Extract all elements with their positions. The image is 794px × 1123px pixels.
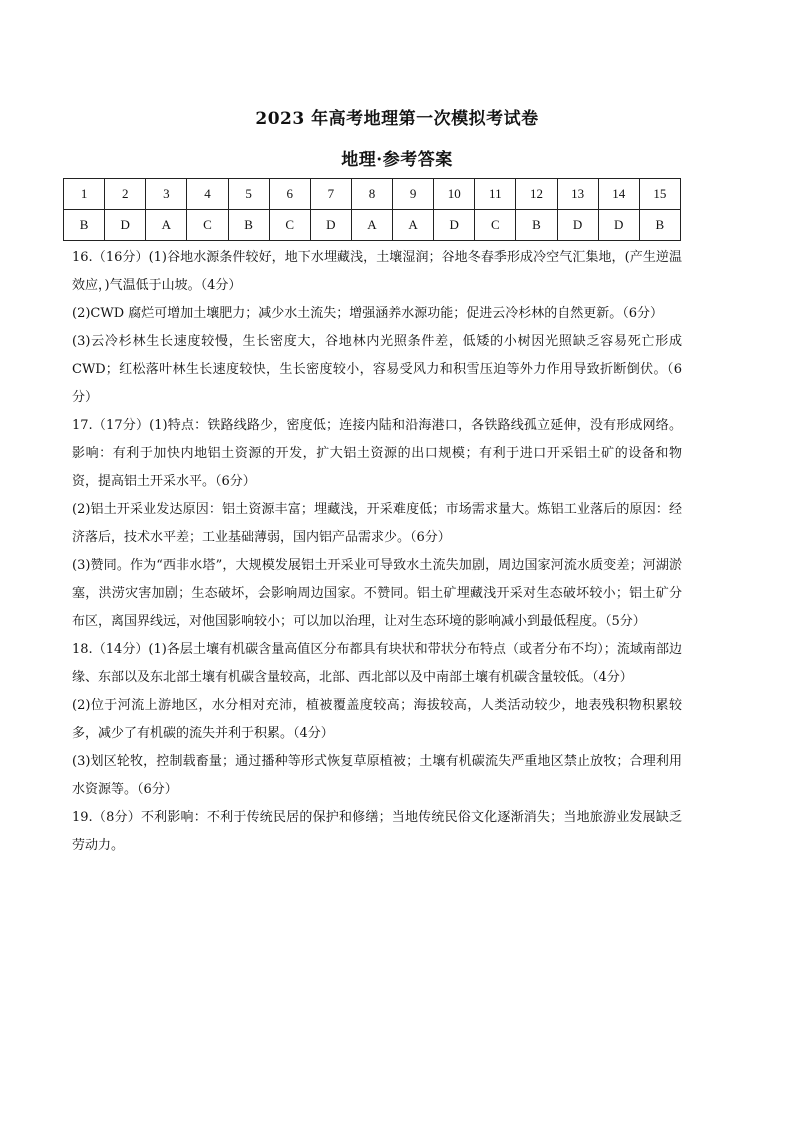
q16-part3-answer: (3)云冷杉林生长速度较慢，生长密度大，谷地林内光照条件差，低矮的小树因光照缺乏容易死亡形成 CWD；红松落叶林生长速度较快，生长密度较小，容易受风力和积雪压迫等外力作用导致折断倒伏。（6分） — [72, 334, 682, 405]
answer-cell: B — [228, 210, 269, 241]
question-number-cell: 3 — [146, 179, 187, 210]
q17-part1-answer: 17.（17分）(1)特点：铁路线路少，密度低；连接内陆和沿海港口，各铁路线孤立延伸，没有形成网络。影响：有利于加快内地铝土资源的开发，扩大铝土资源的出口规模；有利于进口开采铝土矿的设备和物资，提高铝土开采水平。（6分） — [72, 418, 682, 489]
q16-part2-answer: (2)CWD 腐烂可增加土壤肥力；减少水土流失；增强涵养水源功能；促进云冷杉林的自然更新。（6分） — [72, 306, 664, 321]
answer-cell: D — [557, 210, 598, 241]
answer-cell: D — [310, 210, 351, 241]
answer-cell: A — [393, 210, 434, 241]
question-number-cell: 11 — [475, 179, 516, 210]
answer-cell: C — [475, 210, 516, 241]
q18-part1-answer: 18.（14分）(1)各层土壤有机碳含量高值区分布都具有块状和带状分布特点（或者分布不均）；流域南部边缘、东部以及东北部土壤有机碳含量较高，北部、西北部以及中南部土壤有机碳含量较低。（4分） — [72, 642, 682, 685]
answer-cell: B — [64, 210, 105, 241]
answer-cell: D — [598, 210, 639, 241]
q16-part1-answer: 16.（16分）(1)谷地水源条件较好，地下水埋藏浅，土壤湿润；谷地冬春季形成冷空气汇集地，(产生逆温效应，)气温低于山坡。（4分） — [72, 250, 682, 293]
answer-cell: B — [639, 210, 680, 241]
question-number-cell: 7 — [310, 179, 351, 210]
question-number-cell: 1 — [64, 179, 105, 210]
answer-cell: D — [105, 210, 146, 241]
answer-cell: C — [187, 210, 228, 241]
question-number-cell: 14 — [598, 179, 639, 210]
question-number-cell: 5 — [228, 179, 269, 210]
q17-part2-answer: (2)铝土开采业发达原因：铝土资源丰富；埋藏浅，开采难度低；市场需求量大。炼铝工业落后的原因：经济落后，技术水平差；工业基础薄弱，国内铝产品需求少。（6分） — [72, 502, 682, 545]
page-subtitle: 地理·参考答案 — [341, 150, 453, 170]
answer-row — [64, 210, 681, 241]
answer-cell: C — [269, 210, 310, 241]
q18-part3-answer: (3)划区轮牧，控制载畜量；通过播种等形式恢复草原植被；土壤有机碳流失严重地区禁止放牧；合理利用水资源等。（6分） — [72, 754, 682, 797]
question-number-cell: 12 — [516, 179, 557, 210]
question-number-cell: 15 — [639, 179, 680, 210]
question-number-cell: 8 — [351, 179, 392, 210]
answer-key-table — [63, 178, 681, 241]
question-number-cell: 10 — [434, 179, 475, 210]
question-number-cell: 2 — [105, 179, 146, 210]
q18-part2-answer: (2)位于河流上游地区，水分相对充沛，植被覆盖度较高；海拔较高，人类活动较少，地表残积物积累较多，减少了有机碳的流失并利于积累。（4分） — [72, 698, 682, 741]
question-number-cell: 9 — [393, 179, 434, 210]
answer-cell: A — [351, 210, 392, 241]
answer-cell: B — [516, 210, 557, 241]
q17-part3-answer: (3)赞同。作为“西非水塔”，大规模发展铝土开采业可导致水土流失加剧，周边国家河流水质变差；河湖淤塞，洪涝灾害加剧；生态破坏，会影响周边国家。不赞同。铝土矿埋藏浅开采对生态破坏较小；铝土矿分布区，离国界线远，对他国影响较小；可以加以治理，让对生态环境的影响减小到最低程度。（5分） — [72, 558, 682, 629]
question-number-row — [64, 179, 681, 210]
page-title: 2023 年高考地理第一次模拟考试卷 — [255, 109, 539, 129]
question-number-cell: 13 — [557, 179, 598, 210]
q19-answer: 19.（8分）不利影响：不利于传统民居的保护和修缮；当地传统民俗文化逐渐消失；当地旅游业发展缺乏劳动力。 — [72, 810, 682, 853]
answer-cell: A — [146, 210, 187, 241]
answer-cell: D — [434, 210, 475, 241]
answer-explanations — [72, 244, 682, 860]
question-number-cell: 4 — [187, 179, 228, 210]
question-number-cell: 6 — [269, 179, 310, 210]
